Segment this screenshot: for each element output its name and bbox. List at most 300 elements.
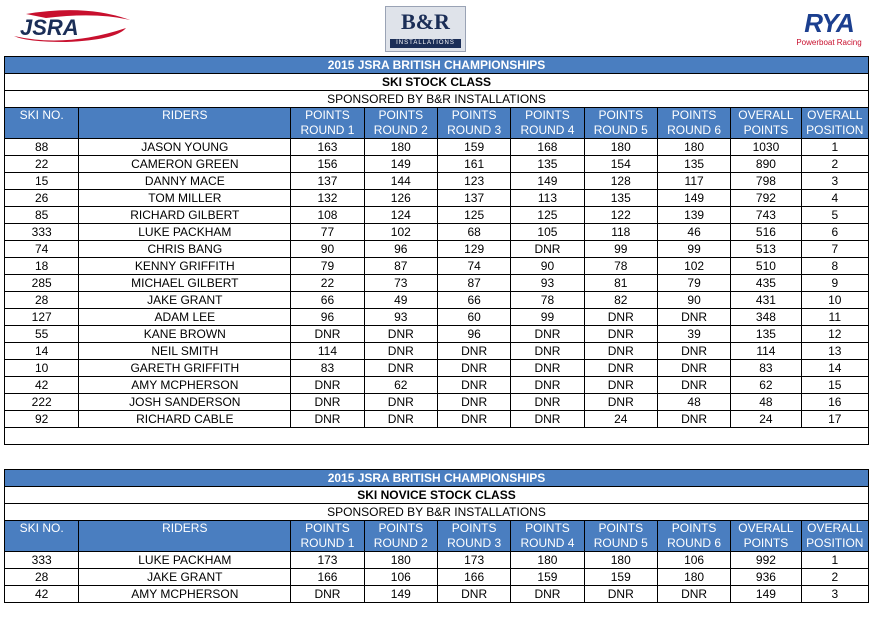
column-header-line: OVERALL — [807, 521, 863, 535]
table-cell: 6 — [801, 224, 868, 241]
table-title: 2015 JSRA BRITISH CHAMPIONSHIPS — [5, 57, 869, 74]
column-header-line: POSITION — [806, 123, 864, 137]
table-row — [5, 190, 869, 207]
table-cell: DNR — [511, 377, 584, 394]
table-cell: 14 — [801, 360, 868, 377]
table-cell: DNR — [364, 326, 437, 343]
column-header — [79, 108, 291, 139]
table-cell: KANE BROWN — [79, 326, 291, 343]
column-header — [291, 108, 364, 139]
table-cell: 798 — [731, 173, 801, 190]
table-cell: 99 — [511, 309, 584, 326]
column-header-row — [5, 521, 869, 552]
table-cell: NEIL SMITH — [79, 343, 291, 360]
table-cell: 1030 — [731, 139, 801, 156]
table-cell: DNR — [657, 411, 730, 428]
table-row — [5, 173, 869, 190]
table-cell: 28 — [5, 569, 79, 586]
column-header — [291, 521, 364, 552]
table-row — [5, 275, 869, 292]
table-cell: 108 — [291, 207, 364, 224]
column-header — [79, 521, 291, 552]
table-cell: 118 — [584, 224, 657, 241]
table-cell: JOSH SANDERSON — [79, 394, 291, 411]
table-cell: 168 — [511, 139, 584, 156]
table-cell: 82 — [584, 292, 657, 309]
table-row — [5, 411, 869, 428]
table-title-row — [5, 470, 869, 487]
table-row — [5, 569, 869, 586]
column-header — [511, 108, 584, 139]
sponsor-row — [5, 504, 869, 521]
table-cell: DNR — [364, 360, 437, 377]
table-cell: 159 — [584, 569, 657, 586]
table-cell: DNR — [437, 586, 510, 603]
table-cell: DNR — [511, 241, 584, 258]
table-cell: 890 — [731, 156, 801, 173]
column-header-line: POINTS — [743, 536, 789, 550]
table-cell: 8 — [801, 258, 868, 275]
table-cell: RICHARD CABLE — [79, 411, 291, 428]
table-cell: 125 — [437, 207, 510, 224]
table-cell: DNR — [584, 394, 657, 411]
column-header-line: POINTS — [598, 108, 644, 122]
column-header-line: POINTS — [451, 521, 497, 535]
table-cell: DANNY MACE — [79, 173, 291, 190]
table-cell: DNR — [657, 586, 730, 603]
table-cell: 68 — [437, 224, 510, 241]
table-cell: 93 — [511, 275, 584, 292]
table-cell: GARETH GRIFFITH — [79, 360, 291, 377]
column-header — [657, 521, 730, 552]
table-cell: 48 — [731, 394, 801, 411]
table-cell: 149 — [657, 190, 730, 207]
table-cell: LUKE PACKHAM — [79, 224, 291, 241]
column-header — [731, 521, 801, 552]
table-cell: 149 — [511, 173, 584, 190]
table-cell: 28 — [5, 292, 79, 309]
table-cell: DNR — [437, 360, 510, 377]
table-cell: 96 — [437, 326, 510, 343]
table-cell: 24 — [731, 411, 801, 428]
table-cell: 163 — [291, 139, 364, 156]
table-cell: 14 — [5, 343, 79, 360]
table-cell: 60 — [437, 309, 510, 326]
table-cell: 96 — [291, 309, 364, 326]
table-cell: 156 — [291, 156, 364, 173]
table-cell: CHRIS BANG — [79, 241, 291, 258]
column-header-line: SKI NO. — [19, 108, 64, 122]
table-cell: 87 — [437, 275, 510, 292]
table-cell: 17 — [801, 411, 868, 428]
table-cell: 83 — [731, 360, 801, 377]
table-cell: 122 — [584, 207, 657, 224]
table-cell: DNR — [437, 377, 510, 394]
table-cell: 62 — [731, 377, 801, 394]
table-cell: 92 — [5, 411, 79, 428]
table-row — [5, 207, 869, 224]
column-header-line: POINTS — [305, 108, 350, 122]
column-header-line: ROUND 2 — [373, 536, 428, 550]
table-cell: DNR — [364, 411, 437, 428]
table-cell: 62 — [364, 377, 437, 394]
table-cell: 126 — [364, 190, 437, 207]
table-cell: DNR — [291, 411, 364, 428]
table-cell: 11 — [801, 309, 868, 326]
table-cell: 513 — [731, 241, 801, 258]
column-header-line: ROUND 5 — [593, 536, 648, 550]
column-header-line: POINTS — [671, 521, 717, 535]
table-cell: JAKE GRANT — [79, 569, 291, 586]
column-header-line: ROUND 2 — [373, 123, 428, 137]
table-cell: 149 — [731, 586, 801, 603]
table-cell: 149 — [364, 156, 437, 173]
table-cell: 139 — [657, 207, 730, 224]
table-cell: DNR — [437, 343, 510, 360]
table-cell: 39 — [657, 326, 730, 343]
table-cell: 90 — [291, 241, 364, 258]
table-cell: 173 — [437, 552, 510, 569]
column-header — [437, 521, 510, 552]
jsra-logo-text: JSRA — [20, 15, 79, 40]
table-row — [5, 309, 869, 326]
table-cell: 2 — [801, 156, 868, 173]
table-cell: 9 — [801, 275, 868, 292]
table-cell: 117 — [657, 173, 730, 190]
table-cell: 173 — [291, 552, 364, 569]
column-header-line: OVERALL — [738, 521, 794, 535]
column-header — [5, 521, 79, 552]
table-cell: 3 — [801, 586, 868, 603]
table-cell: 83 — [291, 360, 364, 377]
table-cell: 159 — [511, 569, 584, 586]
column-header — [657, 108, 730, 139]
column-header-line: POINTS — [378, 521, 424, 535]
column-header — [364, 521, 437, 552]
table-cell: 180 — [657, 569, 730, 586]
column-header — [801, 108, 868, 139]
table-cell: 180 — [584, 552, 657, 569]
table-cell: 132 — [291, 190, 364, 207]
table-cell: 137 — [437, 190, 510, 207]
column-header — [5, 108, 79, 139]
table-cell: 78 — [584, 258, 657, 275]
column-header-line: ROUND 6 — [667, 536, 722, 550]
table-cell: DNR — [364, 394, 437, 411]
table-cell: 792 — [731, 190, 801, 207]
table-cell: 102 — [364, 224, 437, 241]
ski-stock-results-table — [4, 56, 869, 445]
table-cell: 12 — [801, 326, 868, 343]
table-cell: 79 — [657, 275, 730, 292]
table-cell: 180 — [511, 552, 584, 569]
table-cell: 78 — [511, 292, 584, 309]
table-cell: 7 — [801, 241, 868, 258]
table-cell: 135 — [584, 190, 657, 207]
table-cell: DNR — [584, 343, 657, 360]
table-row — [5, 360, 869, 377]
table-cell: 81 — [584, 275, 657, 292]
table-cell: DNR — [291, 394, 364, 411]
table-cell: 13 — [801, 343, 868, 360]
column-header-line: POINTS — [525, 521, 570, 535]
table-cell: 180 — [364, 139, 437, 156]
table-row — [5, 377, 869, 394]
column-header — [364, 108, 437, 139]
sponsor-row — [5, 91, 869, 108]
table-cell: DNR — [584, 360, 657, 377]
table-cell: 49 — [364, 292, 437, 309]
table-cell: KENNY GRIFFITH — [79, 258, 291, 275]
table-row — [5, 326, 869, 343]
table-cell: 106 — [364, 569, 437, 586]
table-cell: 96 — [364, 241, 437, 258]
column-header — [731, 108, 801, 139]
table-cell: 10 — [801, 292, 868, 309]
table-cell: 85 — [5, 207, 79, 224]
table-cell: AMY MCPHERSON — [79, 377, 291, 394]
table-cell: 128 — [584, 173, 657, 190]
table-cell: 154 — [584, 156, 657, 173]
rya-logo-text: RYA — [804, 8, 854, 38]
table-cell: 435 — [731, 275, 801, 292]
column-header-line: POINTS — [525, 108, 570, 122]
table-title-row — [5, 57, 869, 74]
table-cell: DNR — [291, 586, 364, 603]
table-cell: DNR — [511, 360, 584, 377]
table-cell: 123 — [437, 173, 510, 190]
table-row — [5, 224, 869, 241]
table-cell: 516 — [731, 224, 801, 241]
column-header-line: POINTS — [598, 521, 644, 535]
table-cell: TOM MILLER — [79, 190, 291, 207]
table-cell: 1 — [801, 139, 868, 156]
column-header-line: ROUND 3 — [447, 123, 502, 137]
table-cell: 135 — [511, 156, 584, 173]
table-row — [5, 156, 869, 173]
table-cell: 135 — [657, 156, 730, 173]
column-header-line: POINTS — [743, 123, 789, 137]
table-cell: DNR — [657, 360, 730, 377]
table-cell: MICHAEL GILBERT — [79, 275, 291, 292]
table-cell: 333 — [5, 552, 79, 569]
column-header — [584, 521, 657, 552]
table-cell: 285 — [5, 275, 79, 292]
page-header — [0, 0, 874, 55]
column-header-line: RIDERS — [162, 521, 208, 535]
column-header-line: POINTS — [451, 108, 497, 122]
rya-logo-subtext: Powerboat Racing — [796, 38, 862, 47]
jsra-logo — [6, 8, 134, 44]
table-cell: 124 — [364, 207, 437, 224]
table-cell: 149 — [364, 586, 437, 603]
table-cell: RICHARD GILBERT — [79, 207, 291, 224]
table-cell: LUKE PACKHAM — [79, 552, 291, 569]
table-cell: 48 — [657, 394, 730, 411]
br-installations-logo — [385, 6, 466, 52]
table-title: 2015 JSRA BRITISH CHAMPIONSHIPS — [5, 470, 869, 487]
table-cell: 113 — [511, 190, 584, 207]
table-cell: DNR — [511, 411, 584, 428]
ski-novice-stock-results-table — [4, 469, 869, 603]
table-cell: DNR — [657, 377, 730, 394]
table-cell: 42 — [5, 586, 79, 603]
table-cell: 24 — [584, 411, 657, 428]
table-cell: 99 — [657, 241, 730, 258]
table-cell: 66 — [291, 292, 364, 309]
table-cell: 87 — [364, 258, 437, 275]
br-logo-subtext: INSTALLATIONS — [390, 39, 461, 48]
table-cell: 2 — [801, 569, 868, 586]
column-header-line: ROUND 6 — [667, 123, 722, 137]
table-cell: 1 — [801, 552, 868, 569]
table-cell: 743 — [731, 207, 801, 224]
table-cell: 66 — [437, 292, 510, 309]
table-cell: CAMERON GREEN — [79, 156, 291, 173]
class-name-row — [5, 487, 869, 504]
rya-logo — [790, 8, 868, 50]
table-cell: DNR — [437, 411, 510, 428]
column-header-line: POINTS — [378, 108, 424, 122]
table-cell: 15 — [5, 173, 79, 190]
column-header — [511, 521, 584, 552]
table-cell: 42 — [5, 377, 79, 394]
column-header-line: ROUND 1 — [300, 536, 355, 550]
table-cell: 93 — [364, 309, 437, 326]
sponsor-line: SPONSORED BY B&R INSTALLATIONS — [5, 504, 869, 521]
table-cell: DNR — [364, 343, 437, 360]
table-cell: DNR — [584, 586, 657, 603]
table-row — [5, 586, 869, 603]
table-cell: 5 — [801, 207, 868, 224]
table-cell: 127 — [5, 309, 79, 326]
table-cell: 936 — [731, 569, 801, 586]
table-cell: 137 — [291, 173, 364, 190]
column-header-line: ROUND 3 — [447, 536, 502, 550]
table-cell: 10 — [5, 360, 79, 377]
table-cell: 102 — [657, 258, 730, 275]
table-cell: 74 — [5, 241, 79, 258]
table-cell: DNR — [291, 326, 364, 343]
table-cell: 333 — [5, 224, 79, 241]
table-cell: DNR — [657, 343, 730, 360]
class-name: SKI NOVICE STOCK CLASS — [5, 487, 869, 504]
table-cell: DNR — [584, 309, 657, 326]
table-cell: DNR — [437, 394, 510, 411]
table-cell: 180 — [364, 552, 437, 569]
table-cell: 106 — [657, 552, 730, 569]
column-header-line: RIDERS — [162, 108, 208, 122]
class-name-row — [5, 74, 869, 91]
table-cell: 180 — [657, 139, 730, 156]
table-cell: DNR — [511, 586, 584, 603]
column-header-row — [5, 108, 869, 139]
table-row — [5, 258, 869, 275]
table-cell: DNR — [511, 394, 584, 411]
table-cell: 161 — [437, 156, 510, 173]
table-cell: DNR — [584, 377, 657, 394]
table-cell: AMY MCPHERSON — [79, 586, 291, 603]
table-cell: 15 — [801, 377, 868, 394]
class-name: SKI STOCK CLASS — [5, 74, 869, 91]
table-cell: 431 — [731, 292, 801, 309]
table-cell: 510 — [731, 258, 801, 275]
column-header-line: OVERALL — [738, 108, 794, 122]
table-cell: 99 — [584, 241, 657, 258]
table-cell: 105 — [511, 224, 584, 241]
table-cell: 90 — [511, 258, 584, 275]
table-row — [5, 552, 869, 569]
column-header-line: SKI NO. — [19, 521, 64, 535]
column-header-line: ROUND 5 — [593, 123, 648, 137]
table-row — [5, 343, 869, 360]
spacer-row — [5, 428, 869, 445]
table-cell: 16 — [801, 394, 868, 411]
table-cell: 46 — [657, 224, 730, 241]
table-row — [5, 139, 869, 156]
table-cell: 135 — [731, 326, 801, 343]
table-cell: 74 — [437, 258, 510, 275]
table-cell: DNR — [291, 377, 364, 394]
column-header — [801, 521, 868, 552]
table-cell: 144 — [364, 173, 437, 190]
table-cell: DNR — [657, 309, 730, 326]
column-header-line: ROUND 4 — [520, 536, 575, 550]
column-header-line: POSITION — [806, 536, 864, 550]
column-header-line: ROUND 1 — [300, 123, 355, 137]
table-cell: 77 — [291, 224, 364, 241]
spacer-cell — [5, 428, 869, 445]
sponsor-line: SPONSORED BY B&R INSTALLATIONS — [5, 91, 869, 108]
table-cell: 4 — [801, 190, 868, 207]
table-cell: 55 — [5, 326, 79, 343]
column-header-line: POINTS — [671, 108, 717, 122]
table-cell: 114 — [291, 343, 364, 360]
table-cell: 88 — [5, 139, 79, 156]
table-cell: 26 — [5, 190, 79, 207]
table-cell: 222 — [5, 394, 79, 411]
br-logo-text: B&R — [401, 9, 450, 34]
table-cell: 114 — [731, 343, 801, 360]
table-cell: 18 — [5, 258, 79, 275]
column-header — [437, 108, 510, 139]
table-row — [5, 292, 869, 309]
table-cell: 166 — [437, 569, 510, 586]
table-cell: 73 — [364, 275, 437, 292]
table-cell: JASON YOUNG — [79, 139, 291, 156]
table-cell: DNR — [511, 326, 584, 343]
table-row — [5, 394, 869, 411]
table-row — [5, 241, 869, 258]
table-cell: 180 — [584, 139, 657, 156]
table-cell: 348 — [731, 309, 801, 326]
table-cell: 992 — [731, 552, 801, 569]
table-cell: 159 — [437, 139, 510, 156]
table-cell: 166 — [291, 569, 364, 586]
column-header-line: POINTS — [305, 521, 350, 535]
table-cell: DNR — [584, 326, 657, 343]
column-header-line: ROUND 4 — [520, 123, 575, 137]
table-cell: JAKE GRANT — [79, 292, 291, 309]
table-cell: 22 — [291, 275, 364, 292]
table-cell: ADAM LEE — [79, 309, 291, 326]
table-cell: 129 — [437, 241, 510, 258]
table-cell: DNR — [511, 343, 584, 360]
table-cell: 3 — [801, 173, 868, 190]
column-header-line: OVERALL — [807, 108, 863, 122]
table-cell: 79 — [291, 258, 364, 275]
table-cell: 125 — [511, 207, 584, 224]
